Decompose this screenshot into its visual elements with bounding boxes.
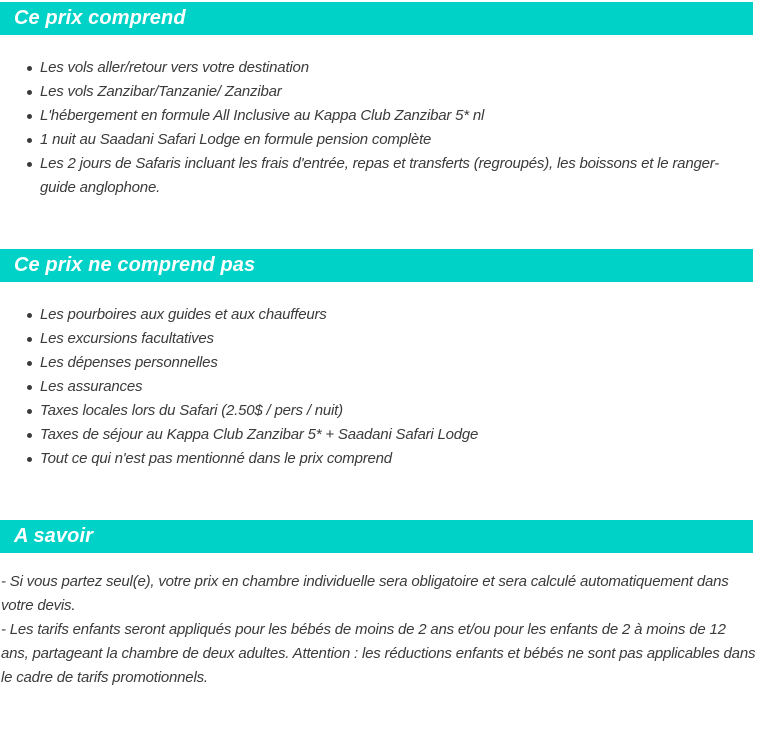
not-included-list [27, 303, 750, 471]
list-item: Les pourboires aux guides et aux chauffeurs [27, 303, 750, 327]
section-header-included [0, 2, 753, 35]
list-item: Tout ce qui n'est pas mentionné dans le prix comprend [27, 447, 750, 471]
list-item: Les dépenses personnelles [27, 351, 750, 375]
note-paragraph-single-room: - Si vous partez seul(e), votre prix en chambre individuelle sera obligatoire et sera calculé automatiquement dans votre devis. [1, 573, 729, 614]
section-included [0, 2, 758, 200]
list-item: Taxes locales lors du Safari (2.50$ / pers / nuit) [27, 399, 750, 423]
list-item: Les 2 jours de Safaris incluant les frais d'entrée, repas et transferts (regroupés), les boissons et le ranger-guide anglophone. [27, 152, 750, 200]
section-title-to-know: A savoir [14, 525, 93, 547]
section-title-not-included: Ce prix ne comprend pas [14, 254, 256, 276]
list-item: L'hébergement en formule All Inclusive au Kappa Club Zanzibar 5* nl [27, 104, 750, 128]
section-header-not-included [0, 249, 753, 282]
list-item: Les assurances [27, 375, 750, 399]
section-not-included [0, 249, 758, 471]
list-item: Les vols Zanzibar/Tanzanie/ Zanzibar [27, 80, 750, 104]
section-header-to-know [0, 520, 753, 553]
to-know-note [1, 570, 757, 690]
list-item: Les excursions facultatives [27, 327, 750, 351]
included-list [27, 56, 750, 200]
list-item: Taxes de séjour au Kappa Club Zanzibar 5* + Saadani Safari Lodge [27, 423, 750, 447]
section-to-know [0, 520, 758, 690]
list-item: Les vols aller/retour vers votre destination [27, 56, 750, 80]
section-title-included: Ce prix comprend [14, 7, 186, 29]
note-paragraph-child-rates: - Les tarifs enfants seront appliqués pour les bébés de moins de 2 ans et/ou pour les enfants de 2 à moins de 12 ans, partageant la chambre de deux adultes. Attention : les réductions enfants et bébés ne sont pas applicables dans le cadre de tarifs promotionnels. [1, 621, 756, 686]
list-item: 1 nuit au Saadani Safari Lodge en formule pension complète [27, 128, 750, 152]
